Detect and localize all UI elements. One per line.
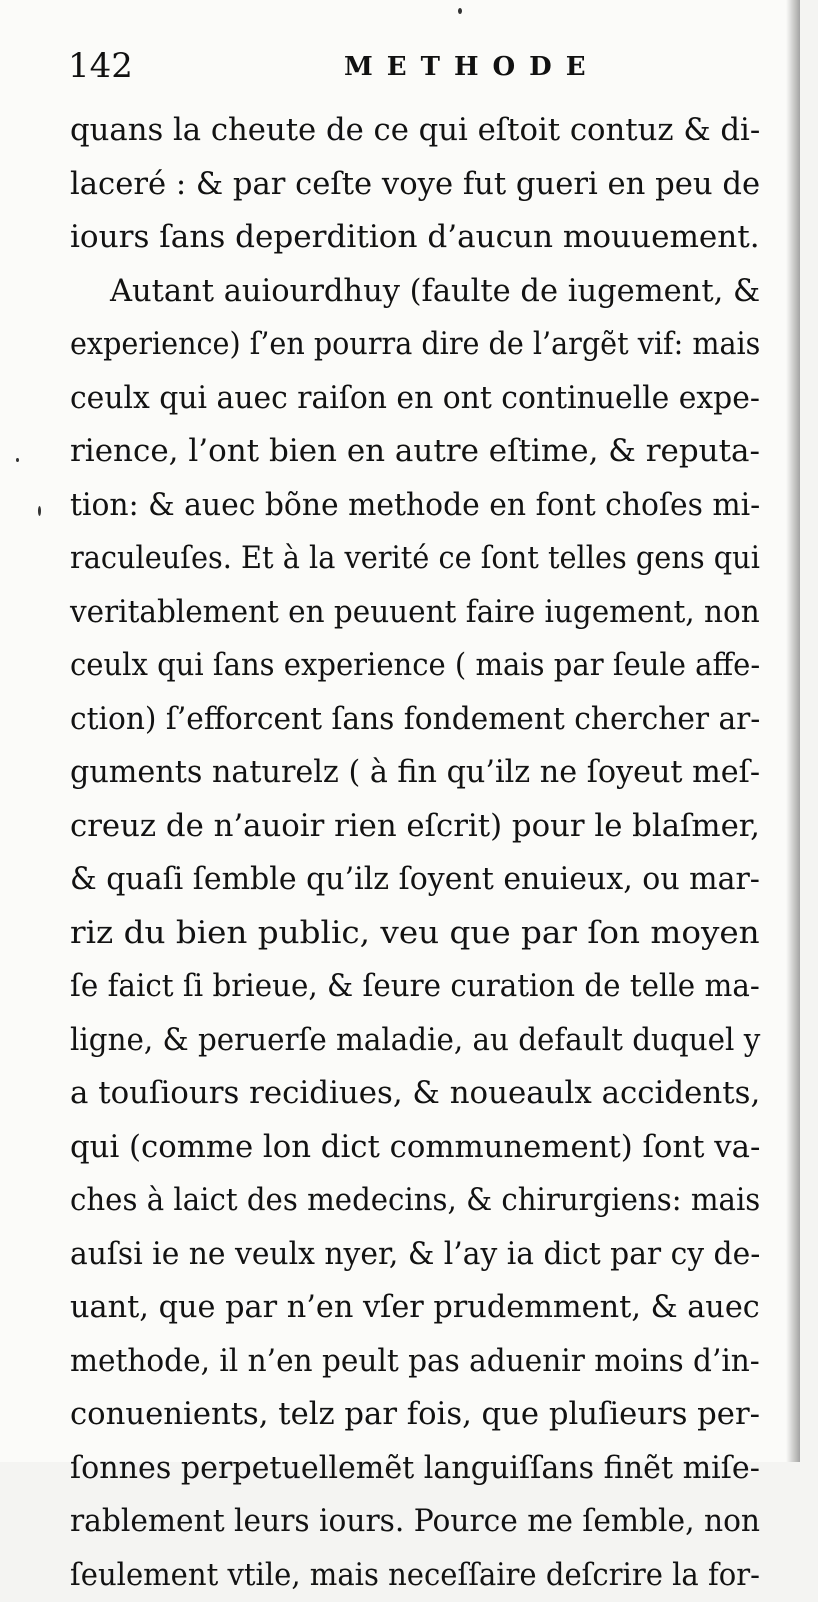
text-line: guments naturelz ( à fin qu’ilz ne ſoyeut meſ-: [70, 746, 760, 800]
text-line: ligne, & peruerſe maladie, au default duquel y: [70, 1014, 760, 1068]
binding-shadow: [786, 0, 800, 1462]
ink-speck: [38, 506, 41, 516]
text-line: qui (comme lon dict communement) ſont va-: [70, 1121, 760, 1175]
text-line: a touſiours recidiues, & noueaulx accidents,: [70, 1067, 760, 1121]
ink-speck: [458, 8, 462, 14]
text-line: conuenients, telz par fois, que pluſieurs per-: [70, 1388, 760, 1442]
text-line: creuz de n’auoir rien eſcrit) pour le blaſmer,: [70, 800, 760, 854]
running-title: METHODE: [344, 52, 600, 82]
text-line: veritablement en peuuent faire iugement, non: [70, 586, 760, 640]
text-line: riz du bien public, veu que par ſon moyen: [70, 907, 760, 961]
text-line: raculeuſes. Et à la verité ce ſont telles gens qui: [70, 532, 760, 586]
text-line: ches à laict des medecins, & chirurgiens: mais: [70, 1174, 760, 1228]
text-line: iours ſans deperdition d’aucun mouuement.: [70, 211, 760, 265]
text-line: rience, l’ont bien en autre eſtime, & reputa-: [70, 425, 760, 479]
body-text: [70, 104, 760, 1602]
text-line: ſonnes perpetuellemẽt languiſſans finẽt miſe-: [70, 1442, 760, 1496]
running-head: [68, 46, 768, 94]
text-line: experience) ſ’en pourra dire de l’argẽt vif: mais: [70, 318, 760, 372]
text-line: uant, que par n’en vſer prudemment, & auec: [70, 1281, 760, 1335]
text-line: ſe faict ſi brieue, & ſeure curation de telle ma-: [70, 960, 760, 1014]
text-line: ceulx qui auec raiſon en ont continuelle expe-: [70, 372, 760, 426]
text-line: ction) ſ’efforcent ſans fondement chercher ar-: [70, 693, 760, 747]
text-line: laceré : & par ceſte voye fut gueri en peu de: [70, 158, 760, 212]
text-line: ſeulement vtile, mais neceſſaire deſcrire la for-: [70, 1549, 760, 1602]
text-line: ceulx qui ſans experience ( mais par ſeule affe-: [70, 639, 760, 693]
text-line: & quaſi ſemble qu’ilz ſoyent enuieux, ou mar-: [70, 853, 760, 907]
text-line: methode, il n’en peult pas aduenir moins d’in-: [70, 1335, 760, 1389]
text-line: auſsi ie ne veulx nyer, & l’ay ia dict par cy de-: [70, 1228, 760, 1282]
page-number: 142: [68, 46, 133, 86]
text-line: Autant auiourdhuy (faulte de iugement, &: [70, 265, 760, 319]
text-line: rablement leurs iours. Pource me ſemble, non: [70, 1495, 760, 1549]
ink-speck: [16, 458, 19, 462]
text-line: tion: & auec bõne methode en font choſes mi-: [70, 479, 760, 533]
text-line: quans la cheute de ce qui eſtoit contuz & di-: [70, 104, 760, 158]
